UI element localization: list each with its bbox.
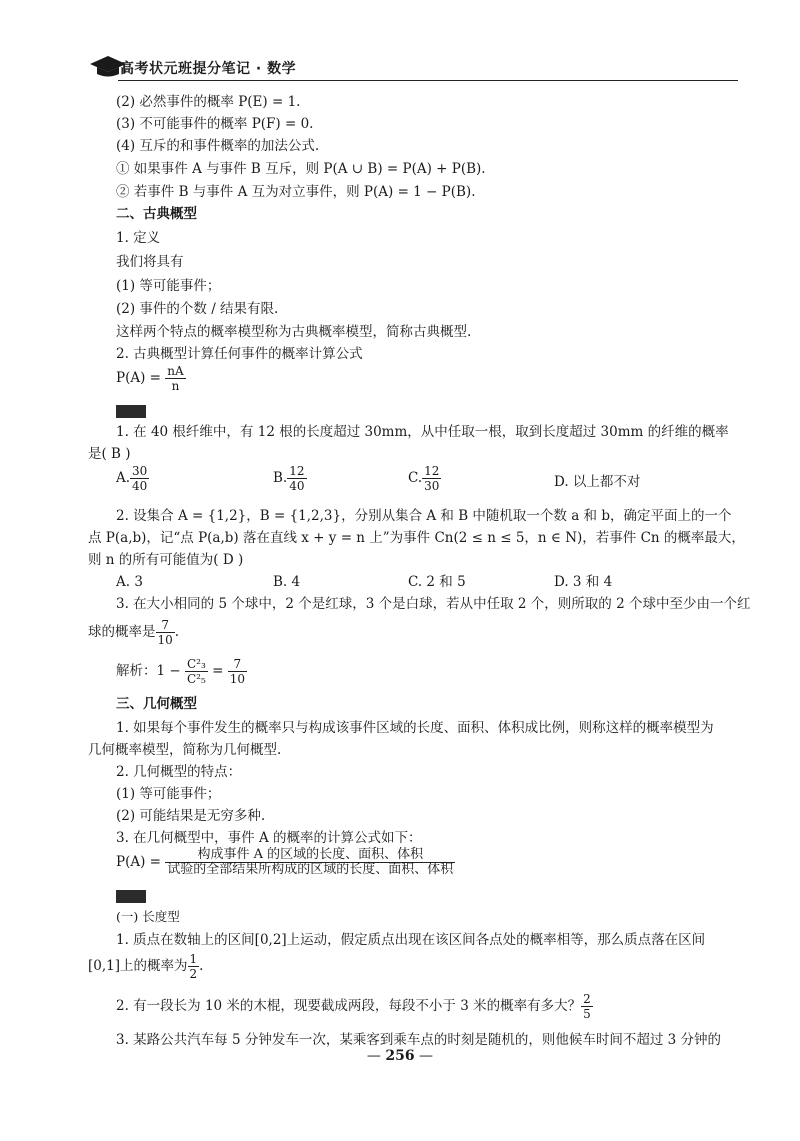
text-line: (4) 互斥的和事件概率的加法公式. — [116, 138, 320, 154]
text-line: (2) 可能结果是无穷多种. — [116, 808, 266, 824]
text-line: 几何概率模型，简称为几何概型. — [88, 742, 282, 758]
page-number: — 256 — — [366, 1048, 434, 1064]
formula-geometric: P(A) = $\frac{\text{构成事件 A 的区域的长度、面积、体积}}{\text{试验的全部结果所构成的区域的长度、面积、体积}}$ — [116, 847, 454, 877]
text-line: (3) 不可能事件的概率 P(F) = 0. — [116, 116, 314, 132]
answer-fraction: $\frac{7}{10}$ — [157, 618, 173, 647]
text-line: [0,1]上的概率为 $\frac{1}{2}$ . — [88, 952, 204, 981]
option-c: C. 2 和 5 — [408, 574, 466, 590]
text-line: 这样两个特点的概率模型称为古典概率模型，简称古典概型. — [116, 324, 472, 340]
text-line: 2. 古典概型计算任何事件的概率计算公式 — [116, 346, 363, 362]
option-b: B. $\frac{12}{40}$ — [273, 464, 305, 493]
section-heading: 三、几何概型 — [116, 696, 197, 712]
example-badge — [116, 405, 146, 418]
text-line: (1) 等可能事件； — [116, 278, 221, 294]
text-line: 2. 几何概型的特点： — [116, 764, 242, 780]
text-line: 1. 如果每个事件发生的概率只与构成该事件区域的长度、面积、体积成比例，则称这样的概率模型为 — [116, 720, 714, 736]
answer-fraction: $\frac{1}{2}$ — [189, 952, 198, 981]
option-d: D. 以上都不对 — [554, 474, 641, 490]
text-line: ① 如果事件 A 与事件 B 互斥，则 P(A ∪ B) = P(A) + P(B). — [116, 161, 486, 177]
text-line: 1. 质点在数轴上的区间[0,2]上运动，假定质点出现在该区间各点处的概率相等，那么质点落在区间 — [116, 932, 706, 948]
text-line: (1) 等可能事件； — [116, 786, 221, 802]
text-line: 1. 定义 — [116, 230, 161, 246]
text-line: 2. 有一段长为 10 米的木棍，现要截成两段，每段不小于 3 米的概率有多大？ $\frac{2}{5}$ — [116, 992, 591, 1021]
page-header — [88, 52, 738, 82]
fraction: $\frac{nA}{n}$ — [167, 364, 184, 393]
option-d: D. 3 和 4 — [554, 574, 613, 590]
option-c: C. $\frac{12}{30}$ — [408, 464, 440, 493]
text-line: 3. 某路公共汽车每 5 分钟发车一次，某乘客到乘车点的时刻是随机的，则他候车时间不超过 3 分钟的 — [116, 1032, 722, 1048]
text-line: 球的概率是 $\frac{7}{10}$ . — [88, 618, 180, 647]
text-line: 3. 在大小相同的 5 个球中，2 个是红球，3 个是白球，若从中任取 2 个，则所取的 2 个球中至少由一个红 — [116, 596, 751, 612]
header-rule — [118, 80, 738, 81]
answer-fraction: $\frac{2}{5}$ — [583, 992, 591, 1021]
text-line: 是( B ) — [88, 446, 131, 462]
text-line: 我们将具有 — [116, 254, 184, 270]
formula-lhs: P(A) = — [116, 370, 161, 386]
text-line: 2. 设集合 A = {1,2}，B = {1,2,3}，分别从集合 A 和 B 中随机取一个数 a 和 b，确定平面上的一个 — [116, 508, 732, 524]
formula-classical — [116, 364, 186, 393]
text-line: 1. 在 40 根纤维中，有 12 根的长度超过 30mm，从中任取一根，取到长度超过 30mm 的纤维的概率 — [116, 424, 729, 440]
text-line: ② 若事件 B 与事件 A 互为对立事件，则 P(A) = 1 − P(B). — [116, 184, 476, 200]
text-line: (2) 必然事件的概率 P(E) = 1. — [116, 94, 301, 110]
text-line: (2) 事件的个数 / 结果有限. — [116, 301, 279, 317]
option-a: A. $\frac{30}{40}$ — [116, 464, 148, 493]
text-line: 点 P(a,b)，记“点 P(a,b) 落在直线 x + y = n 上”为事件 Cn(2 ≤ n ≤ 5，n ∈ N)，若事件 Cn 的概率最大， — [88, 530, 745, 546]
text-line: 3. 在几何概型中，事件 A 的概率的计算公式如下： — [116, 830, 422, 846]
section-heading: 二、古典概型 — [116, 206, 197, 222]
example-badge — [116, 890, 146, 903]
option-b: B. 4 — [273, 574, 301, 590]
header-title: 高考状元班提分笔记 · 数学 — [120, 61, 297, 77]
option-a: A. 3 — [116, 574, 143, 590]
subsection-heading: (一) 长度型 — [116, 909, 180, 924]
solution-line: 解析：1 − $\frac{\text{C²₃}}{\text{C²₅}}$ = $\frac{7}{10}$ — [116, 657, 245, 686]
text-line: 则 n 的所有可能值为( D ) — [88, 552, 244, 568]
